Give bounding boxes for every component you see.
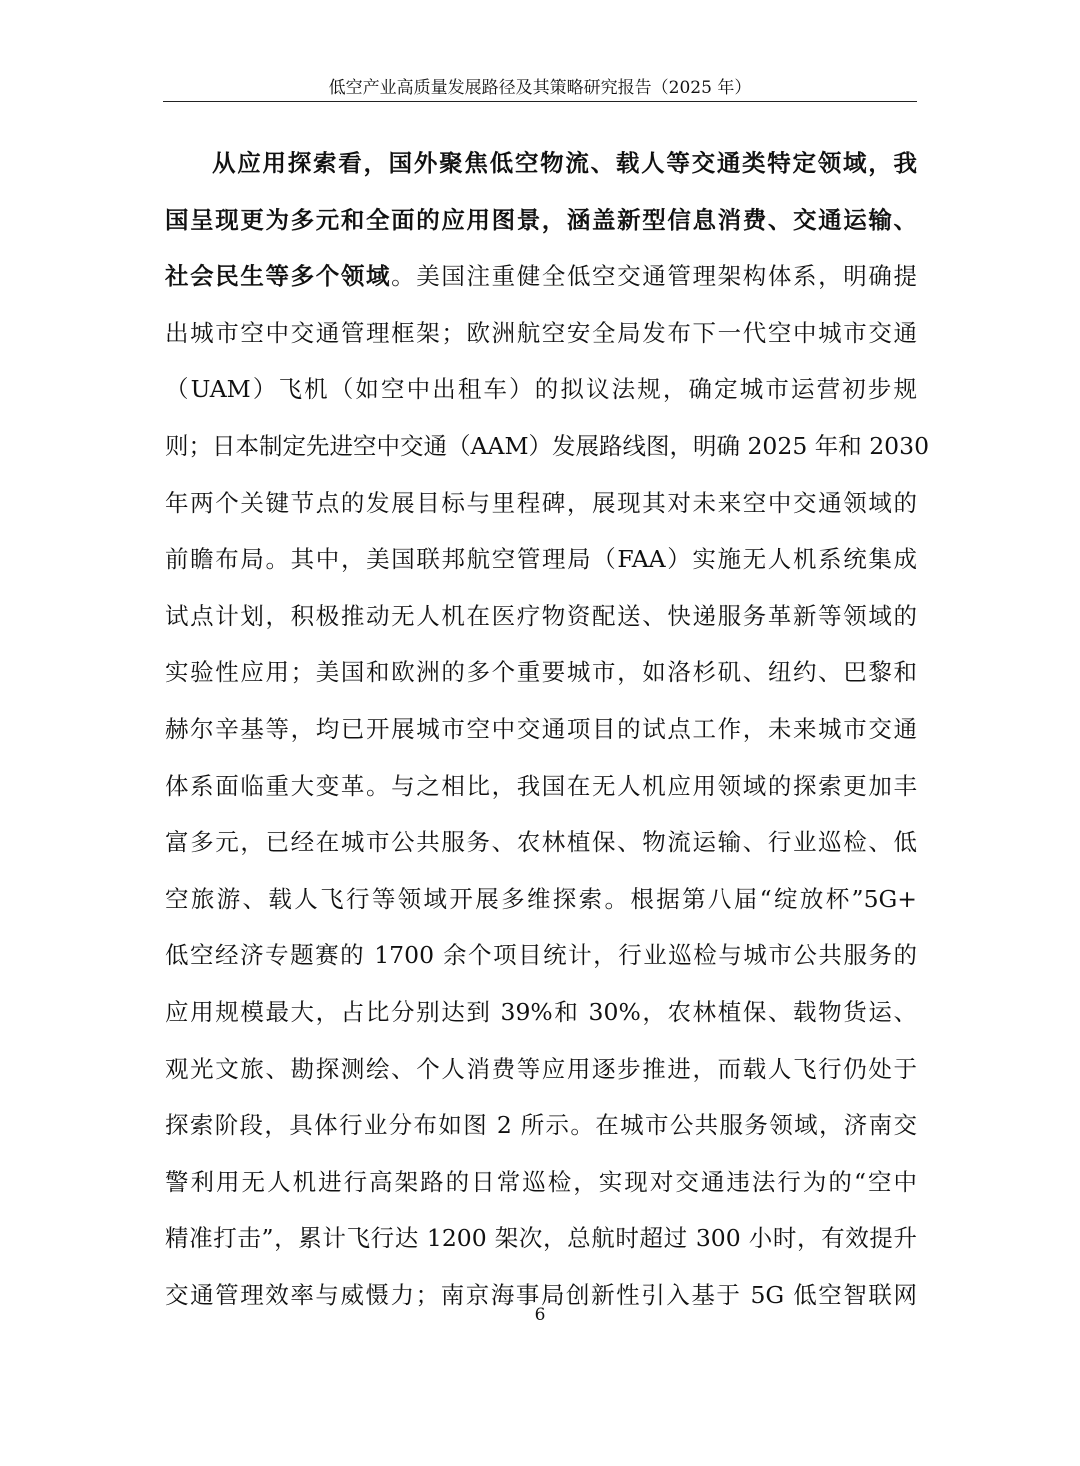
text-line (165, 143, 917, 183)
text-segment: 低空经济专题赛的 1700 余个项目统计，行业巡检与城市公共服务的 (165, 941, 917, 970)
header-divider (163, 101, 917, 102)
running-header: 低空产业高质量发展路径及其策略研究报告（2025 年） (328, 78, 752, 98)
text-segment: 空旅游、载人飞行等领域开展多维探索。根据第八届“绽放杯”5G+ (165, 884, 917, 913)
text-line (165, 1049, 917, 1089)
text-segment: （UAM）飞机（如空中出租车）的拟议法规，确定城市运营初步规 (165, 375, 917, 404)
text-segment: 富多元，已经在城市公共服务、农林植保、物流运输、行业巡检、低 (165, 828, 917, 857)
page-number: 6 (534, 1305, 546, 1325)
text-segment: 精准打击”，累计飞行达 1200 架次，总航时超过 300 小时，有效提升 (165, 1224, 917, 1253)
text-line (165, 256, 917, 296)
text-line (165, 596, 917, 636)
text-line (165, 992, 917, 1032)
text-segment: 出城市空中交通管理框架；欧洲航空安全局发布下一代空中城市交通 (165, 318, 917, 347)
text-segment: 观光文旅、勘探测绘、个人消费等应用逐步推进，而载人飞行仍处于 (165, 1054, 917, 1083)
text-line (165, 822, 917, 862)
text-segment: 警利用无人机进行高架路的日常巡检，实现对交通违法行为的“空中 (165, 1167, 917, 1196)
text-segment: 。美国注重健全低空交通管理架构体系，明确提 (391, 262, 918, 291)
text-line (165, 935, 917, 975)
text-line (165, 369, 917, 409)
text-line (165, 766, 917, 806)
text-line (165, 539, 917, 579)
text-segment: 则；日本制定先进空中交通（AAM）发展路线图，明确 2025 年和 2030 (165, 432, 930, 460)
text-line (165, 652, 917, 692)
bold-text-segment: 国呈现更为多元和全面的应用图景，涵盖新型信息消费、交通运输、 (165, 205, 917, 234)
text-line (165, 1162, 917, 1202)
text-line (165, 313, 917, 353)
text-segment: 探索阶段，具体行业分布如图 2 所示。在城市公共服务领域，济南交 (165, 1111, 917, 1140)
text-line (165, 709, 917, 749)
text-segment: 赫尔辛基等，均已开展城市空中交通项目的试点工作，未来城市交通 (165, 715, 917, 743)
text-segment: 交通管理效率与威慑力；南京海事局创新性引入基于 5G 低空智联网 (165, 1281, 917, 1309)
text-line (165, 1218, 917, 1258)
text-segment: 年两个关键节点的发展目标与里程碑，展现其对未来空中交通领域的 (165, 488, 917, 517)
text-segment: 应用规模最大，占比分别达到 39%和 30%，农林植保、载物货运、 (165, 998, 917, 1026)
text-line (165, 483, 917, 523)
text-segment: 试点计划，积极推动无人机在医疗物资配送、快递服务革新等领域的 (165, 601, 917, 630)
text-segment: 实验性应用；美国和欧洲的多个重要城市，如洛杉矶、纽约、巴黎和 (165, 658, 917, 687)
bold-text-segment: 从应用探索看，国外聚焦低空物流、载人等交通类特定领域，我 (212, 149, 917, 177)
text-line (165, 426, 930, 466)
text-segment: 体系面临重大变革。与之相比，我国在无人机应用领域的探索更加丰 (165, 771, 917, 800)
text-line (165, 1105, 917, 1145)
text-line (165, 200, 917, 240)
text-segment: 前瞻布局。其中，美国联邦航空管理局（FAA）实施无人机系统集成 (165, 545, 917, 574)
bold-text-segment: 社会民生等多个领域 (165, 262, 392, 291)
text-line (165, 879, 917, 919)
